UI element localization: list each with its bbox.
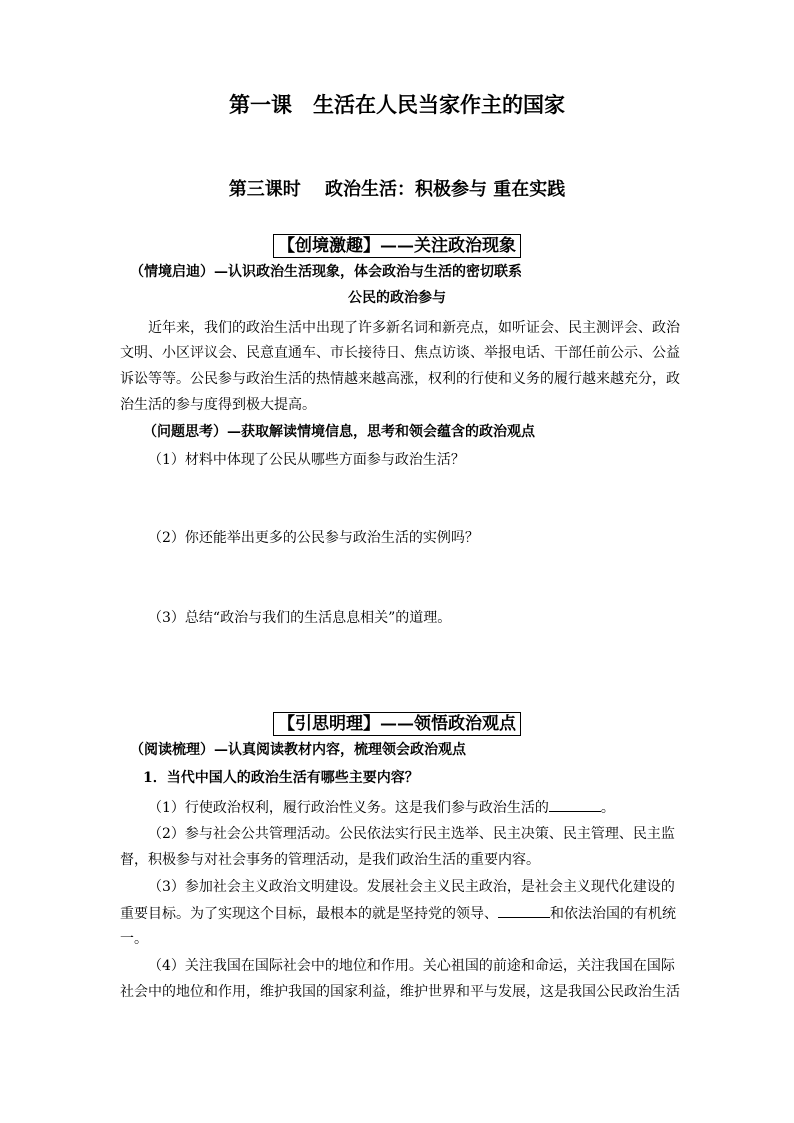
section1-intro: （情境启迪）—认识政治生活现象，体会政治与生活的密切联系 <box>130 264 522 280</box>
item1-title: 1．当代中国人的政治生活有哪些主要内容？ <box>143 770 419 786</box>
fill-blank-2[interactable] <box>498 903 550 918</box>
paragraph-2-line: （2）参与社会公共管理活动。公民依法实行民主选举、民主决策、民主管理、民主监 <box>148 826 675 842</box>
section1-heading: 【创境激趣】——关注政治现象 <box>273 234 521 258</box>
lesson-subtitle: 第三课时 政治生活：积极参与 重在实践 <box>228 179 566 200</box>
lesson-title: 第一课 生活在人民当家作主的国家 <box>229 92 565 117</box>
material-line: 文明、小区评议会、民意直通车、市长接待日、焦点访谈、举报电话、干部任前公示、公益 <box>120 345 680 361</box>
paragraph-3-text-a: 重要目标。为了实现这个目标，最根本的就是坚持党的领导、 <box>120 906 498 922</box>
paragraph-3-text-b: 和依法治国的有机统 <box>550 906 676 922</box>
fill-blank-1[interactable] <box>549 797 601 812</box>
question-2: （2）你还能举出更多的公民参与政治生活的实例吗？ <box>148 530 479 546</box>
question-intro: （问题思考）—获取解读情境信息，思考和领会蕴含的政治观点 <box>143 424 535 440</box>
paragraph-3-line <box>120 903 676 924</box>
paragraph-3-line: （3）参加社会主义政治文明建设。发展社会主义民主政治，是社会主义现代化建设的 <box>148 879 675 895</box>
paragraph-3-line: 一。 <box>120 931 148 947</box>
paragraph-1-text: （1）行使政治权利，履行政治性义务。这是我们参与政治生活的 <box>148 800 549 816</box>
paragraph-1 <box>148 797 615 818</box>
paragraph-4-line: （4）关注我国在国际社会中的地位和作用。关心祖国的前途和命运，关注我国在国际 <box>148 958 675 974</box>
material-line: 诉讼等等。公民参与政治生活的热情越来越高涨，权利的行使和义务的履行越来越充分，政 <box>120 371 680 387</box>
paragraph-2-line: 督，积极参与对社会事务的管理活动，是我们政治生活的重要内容。 <box>120 852 540 868</box>
question-1: （1）材料中体现了公民从哪些方面参与政治生活？ <box>148 452 465 468</box>
paragraph-4-line: 社会中的地位和作用，维护我国的国家利益，维护世界和平与发展，这是我国公民政治生活 <box>120 984 680 1000</box>
section2-heading-wrap <box>0 712 794 736</box>
question-3: （3）总结“政治与我们的生活息息相关”的道理。 <box>148 610 452 626</box>
paragraph-1-end: 。 <box>600 800 615 816</box>
section2-heading: 【引思明理】——领悟政治观点 <box>273 712 521 736</box>
material-title: 公民的政治参与 <box>348 290 446 306</box>
material-line: 近年来，我们的政治生活中出现了许多新名词和新亮点，如听证会、民主测评会、政治 <box>148 320 680 336</box>
material-line: 治生活的参与度得到极大提高。 <box>120 397 316 413</box>
section1-heading-wrap <box>0 234 794 258</box>
section2-intro: （阅读梳理）—认真阅读教材内容，梳理领会政治观点 <box>130 742 466 758</box>
